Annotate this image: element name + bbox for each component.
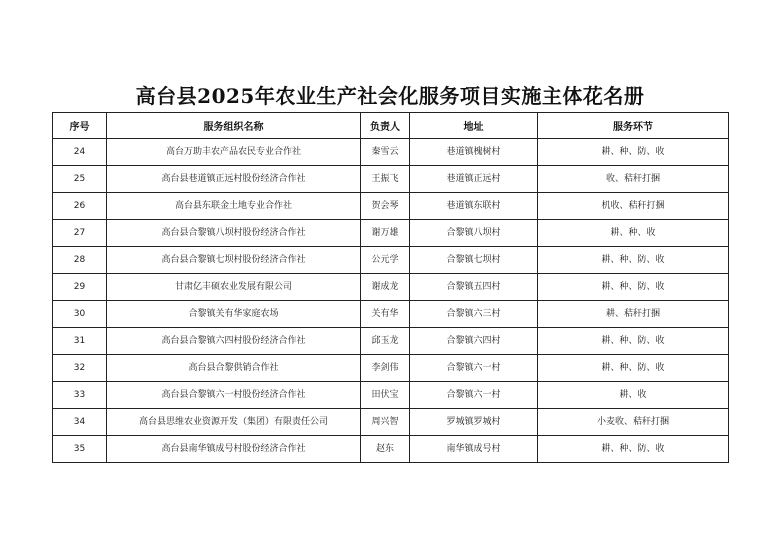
cell-org: 高台县巷道镇正远村股份经济合作社 <box>107 166 361 193</box>
table-row <box>53 220 729 247</box>
cell-addr: 合黎镇五四村 <box>410 274 538 301</box>
table-row <box>53 247 729 274</box>
cell-head: 李剑伟 <box>361 355 410 382</box>
cell-no: 25 <box>53 166 107 193</box>
cell-head: 谢成龙 <box>361 274 410 301</box>
table-row <box>53 409 729 436</box>
cell-svc: 耕、种、防、收 <box>538 247 729 274</box>
header-row <box>53 113 729 139</box>
cell-org: 高台县合黎镇八坝村股份经济合作社 <box>107 220 361 247</box>
cell-addr: 合黎镇六一村 <box>410 355 538 382</box>
cell-org: 高台县南华镇成号村股份经济合作社 <box>107 436 361 463</box>
cell-svc: 耕、种、收 <box>538 220 729 247</box>
cell-head: 谢万雄 <box>361 220 410 247</box>
header-svc: 服务环节 <box>538 113 729 139</box>
table-row <box>53 139 729 166</box>
table-row <box>53 274 729 301</box>
cell-no: 35 <box>53 436 107 463</box>
cell-svc: 收、秸秆打捆 <box>538 166 729 193</box>
header-org: 服务组织名称 <box>107 113 361 139</box>
cell-head: 邱玉龙 <box>361 328 410 355</box>
cell-svc: 耕、种、防、收 <box>538 355 729 382</box>
roster-table <box>52 112 729 463</box>
cell-svc: 耕、种、防、收 <box>538 436 729 463</box>
cell-head: 赵东 <box>361 436 410 463</box>
cell-no: 28 <box>53 247 107 274</box>
cell-addr: 巷道镇槐树村 <box>410 139 538 166</box>
table-row <box>53 328 729 355</box>
cell-head: 公元学 <box>361 247 410 274</box>
cell-org: 高台县思维农业资源开发（集团）有限责任公司 <box>107 409 361 436</box>
cell-svc: 机收、秸秆打捆 <box>538 193 729 220</box>
cell-no: 26 <box>53 193 107 220</box>
cell-head: 王振飞 <box>361 166 410 193</box>
cell-no: 27 <box>53 220 107 247</box>
cell-addr: 罗城镇罗城村 <box>410 409 538 436</box>
cell-head: 贺会琴 <box>361 193 410 220</box>
header-addr: 地址 <box>410 113 538 139</box>
cell-org: 高台万助丰农产品农民专业合作社 <box>107 139 361 166</box>
cell-org: 高台县合黎镇六四村股份经济合作社 <box>107 328 361 355</box>
cell-head: 田伏宝 <box>361 382 410 409</box>
cell-addr: 合黎镇六一村 <box>410 382 538 409</box>
cell-addr: 巷道镇东联村 <box>410 193 538 220</box>
cell-svc: 耕、种、防、收 <box>538 328 729 355</box>
cell-svc: 耕、秸秆打捆 <box>538 301 729 328</box>
cell-addr: 巷道镇正远村 <box>410 166 538 193</box>
table-row <box>53 436 729 463</box>
cell-head: 周兴智 <box>361 409 410 436</box>
cell-svc: 耕、收 <box>538 382 729 409</box>
table-row <box>53 193 729 220</box>
cell-org: 甘肃亿丰硕农业发展有限公司 <box>107 274 361 301</box>
table-row <box>53 382 729 409</box>
cell-svc: 小麦收、秸秆打捆 <box>538 409 729 436</box>
table-row <box>53 301 729 328</box>
cell-org: 高台县合黎供销合作社 <box>107 355 361 382</box>
cell-head: 秦雪云 <box>361 139 410 166</box>
table-body <box>53 139 729 463</box>
table-row <box>53 355 729 382</box>
header-head: 负责人 <box>361 113 410 139</box>
cell-no: 32 <box>53 355 107 382</box>
cell-addr: 南华镇成号村 <box>410 436 538 463</box>
cell-svc: 耕、种、防、收 <box>538 274 729 301</box>
cell-no: 34 <box>53 409 107 436</box>
table-header <box>53 113 729 139</box>
cell-addr: 合黎镇八坝村 <box>410 220 538 247</box>
cell-addr: 合黎镇七坝村 <box>410 247 538 274</box>
cell-no: 29 <box>53 274 107 301</box>
cell-addr: 合黎镇六四村 <box>410 328 538 355</box>
cell-no: 33 <box>53 382 107 409</box>
cell-addr: 合黎镇六三村 <box>410 301 538 328</box>
table-row <box>53 166 729 193</box>
cell-svc: 耕、种、防、收 <box>538 139 729 166</box>
cell-org: 高台县合黎镇六一村股份经济合作社 <box>107 382 361 409</box>
page-title: 高台县2025年农业生产社会化服务项目实施主体花名册 <box>135 84 645 108</box>
cell-no: 30 <box>53 301 107 328</box>
cell-org: 高台县东联金土地专业合作社 <box>107 193 361 220</box>
cell-no: 24 <box>53 139 107 166</box>
header-no: 序号 <box>53 113 107 139</box>
cell-head: 关有华 <box>361 301 410 328</box>
cell-org: 高台县合黎镇七坝村股份经济合作社 <box>107 247 361 274</box>
cell-org: 合黎镇关有华家庭农场 <box>107 301 361 328</box>
cell-no: 31 <box>53 328 107 355</box>
